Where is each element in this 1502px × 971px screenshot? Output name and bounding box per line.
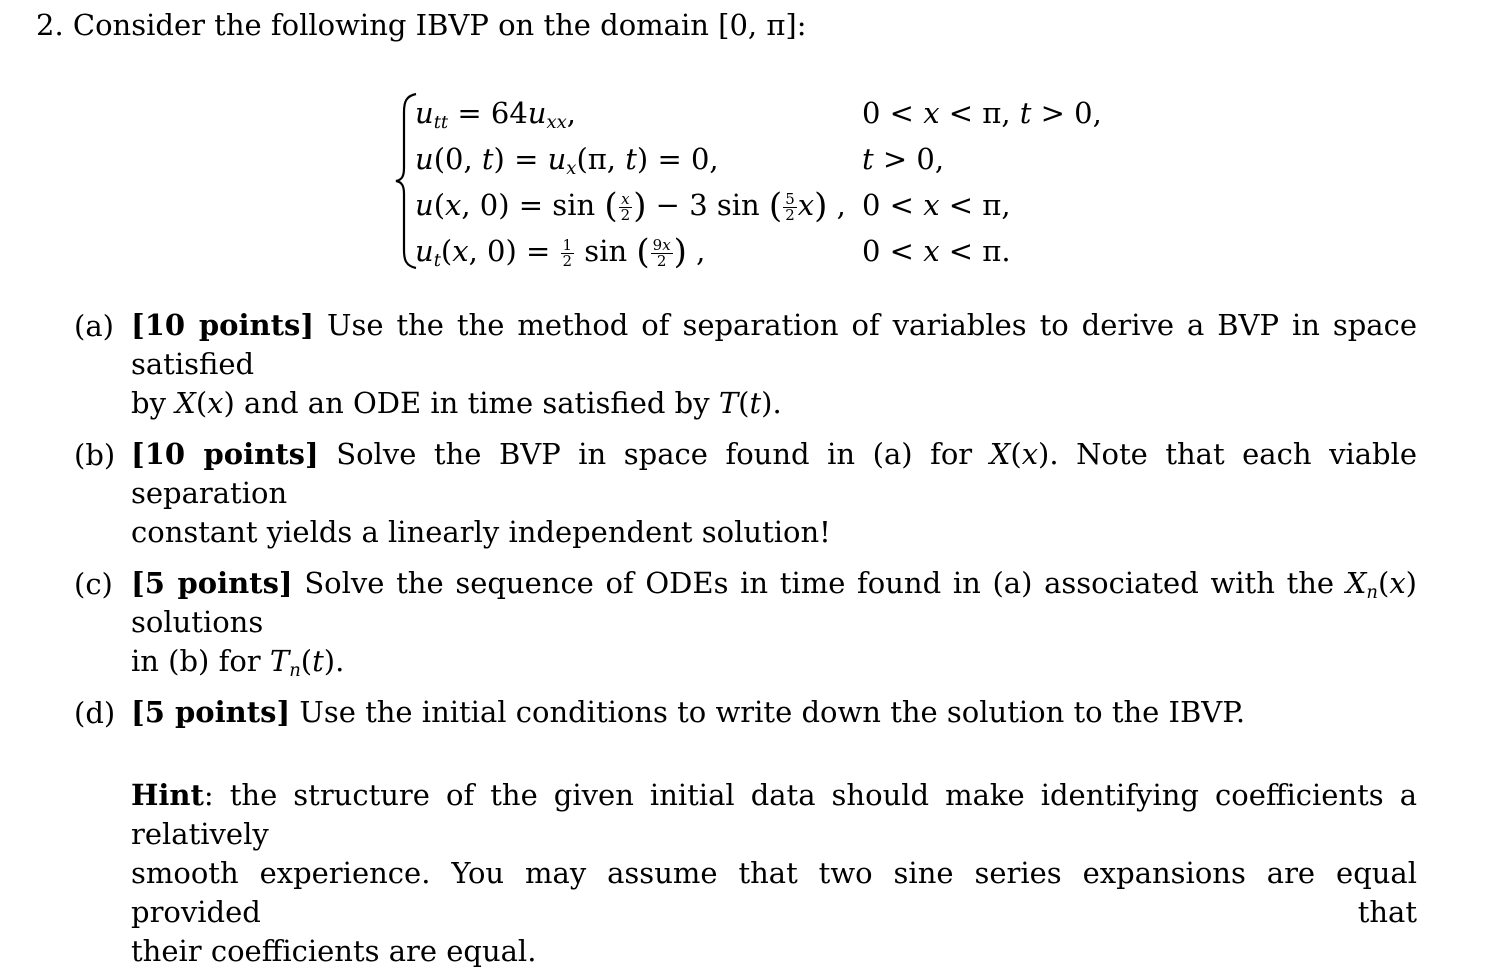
equation-row-3 (415, 182, 846, 229)
part-a-points: [10 points] (131, 308, 315, 342)
hint-line3: their coefficients are equal. (131, 934, 537, 968)
condition-4: 0 < x < π. (862, 234, 1011, 268)
equation-2: u(0, $t) = u_x(\pi$, t) = 0, (415, 142, 719, 180)
hint-line2: smooth experience. You may assume that two sine series expansions are equal provided that (131, 856, 1417, 929)
part-b-line1: Solve the BVP in space found in (a) for X(x). Note that each viable separation (131, 437, 1418, 510)
condition-3: 0 < x < π, (862, 188, 1011, 222)
part-d-label: (d) (74, 696, 116, 730)
condition-1: 0 < x < π, t > 0, (862, 96, 1102, 130)
part-c-line1: Solve the sequence of ODEs in time found in (a) associated with the $X_n(x)$ solutions (131, 566, 1417, 639)
part-b-text (131, 435, 1417, 552)
hint-block (131, 776, 1417, 971)
problem-number: 2. (36, 8, 64, 42)
equation-3: u(x, 0) = sin ( $\frac{x}{2}$ ) − 3 sin ( $\frac{5}{2}$ x) , (415, 186, 846, 226)
part-b-points: [10 points] (131, 437, 319, 471)
part-c-label: (c) (74, 567, 113, 601)
condition-2: t > 0, (862, 142, 945, 176)
part-d-line1: Use the initial conditions to write down the solution to the IBVP. (299, 695, 1246, 729)
part-a-label: (a) (74, 309, 114, 343)
condition-row-3 (862, 182, 1011, 228)
part-a-text (131, 306, 1417, 423)
equation-row-4 (415, 228, 705, 275)
part-b-line2: constant yields a linearly independent solution! (131, 515, 831, 549)
hint-line1: : the structure of the given initial data should make identifying coefficients a relatively (131, 778, 1417, 851)
part-c-text (131, 564, 1417, 681)
condition-row-2 (862, 136, 944, 182)
equation-row-1 (415, 90, 576, 136)
part-b-label: (b) (74, 438, 116, 472)
part-d-text (131, 693, 1417, 732)
problem-domain: [0, π]: (718, 8, 807, 42)
part-c-line2: in (b) for $T_n(t)$. (131, 644, 345, 682)
problem-heading (36, 6, 807, 44)
part-d-points: [5 points] (131, 695, 291, 729)
condition-row-4 (862, 228, 1011, 274)
hint-label: Hint (131, 778, 204, 812)
equation-row-2 (415, 136, 719, 182)
equation-1: $u_{tt} = 64u_{xx}$, (415, 96, 576, 134)
part-a-line2: by X(x) and an ODE in time satisfied by T(t). (131, 386, 782, 420)
condition-row-1 (862, 90, 1102, 136)
part-a-line1: Use the the method of separation of variables to derive a BVP in space satisfied (131, 308, 1418, 381)
problem-intro: Consider the following IBVP on the domain (72, 8, 709, 42)
part-c-points: [5 points] (131, 566, 293, 600)
equation-4: $u_t(x$, 0) = $\frac{1}{2}$ sin ( $\frac{9x}{2}$ ) , (415, 232, 706, 272)
